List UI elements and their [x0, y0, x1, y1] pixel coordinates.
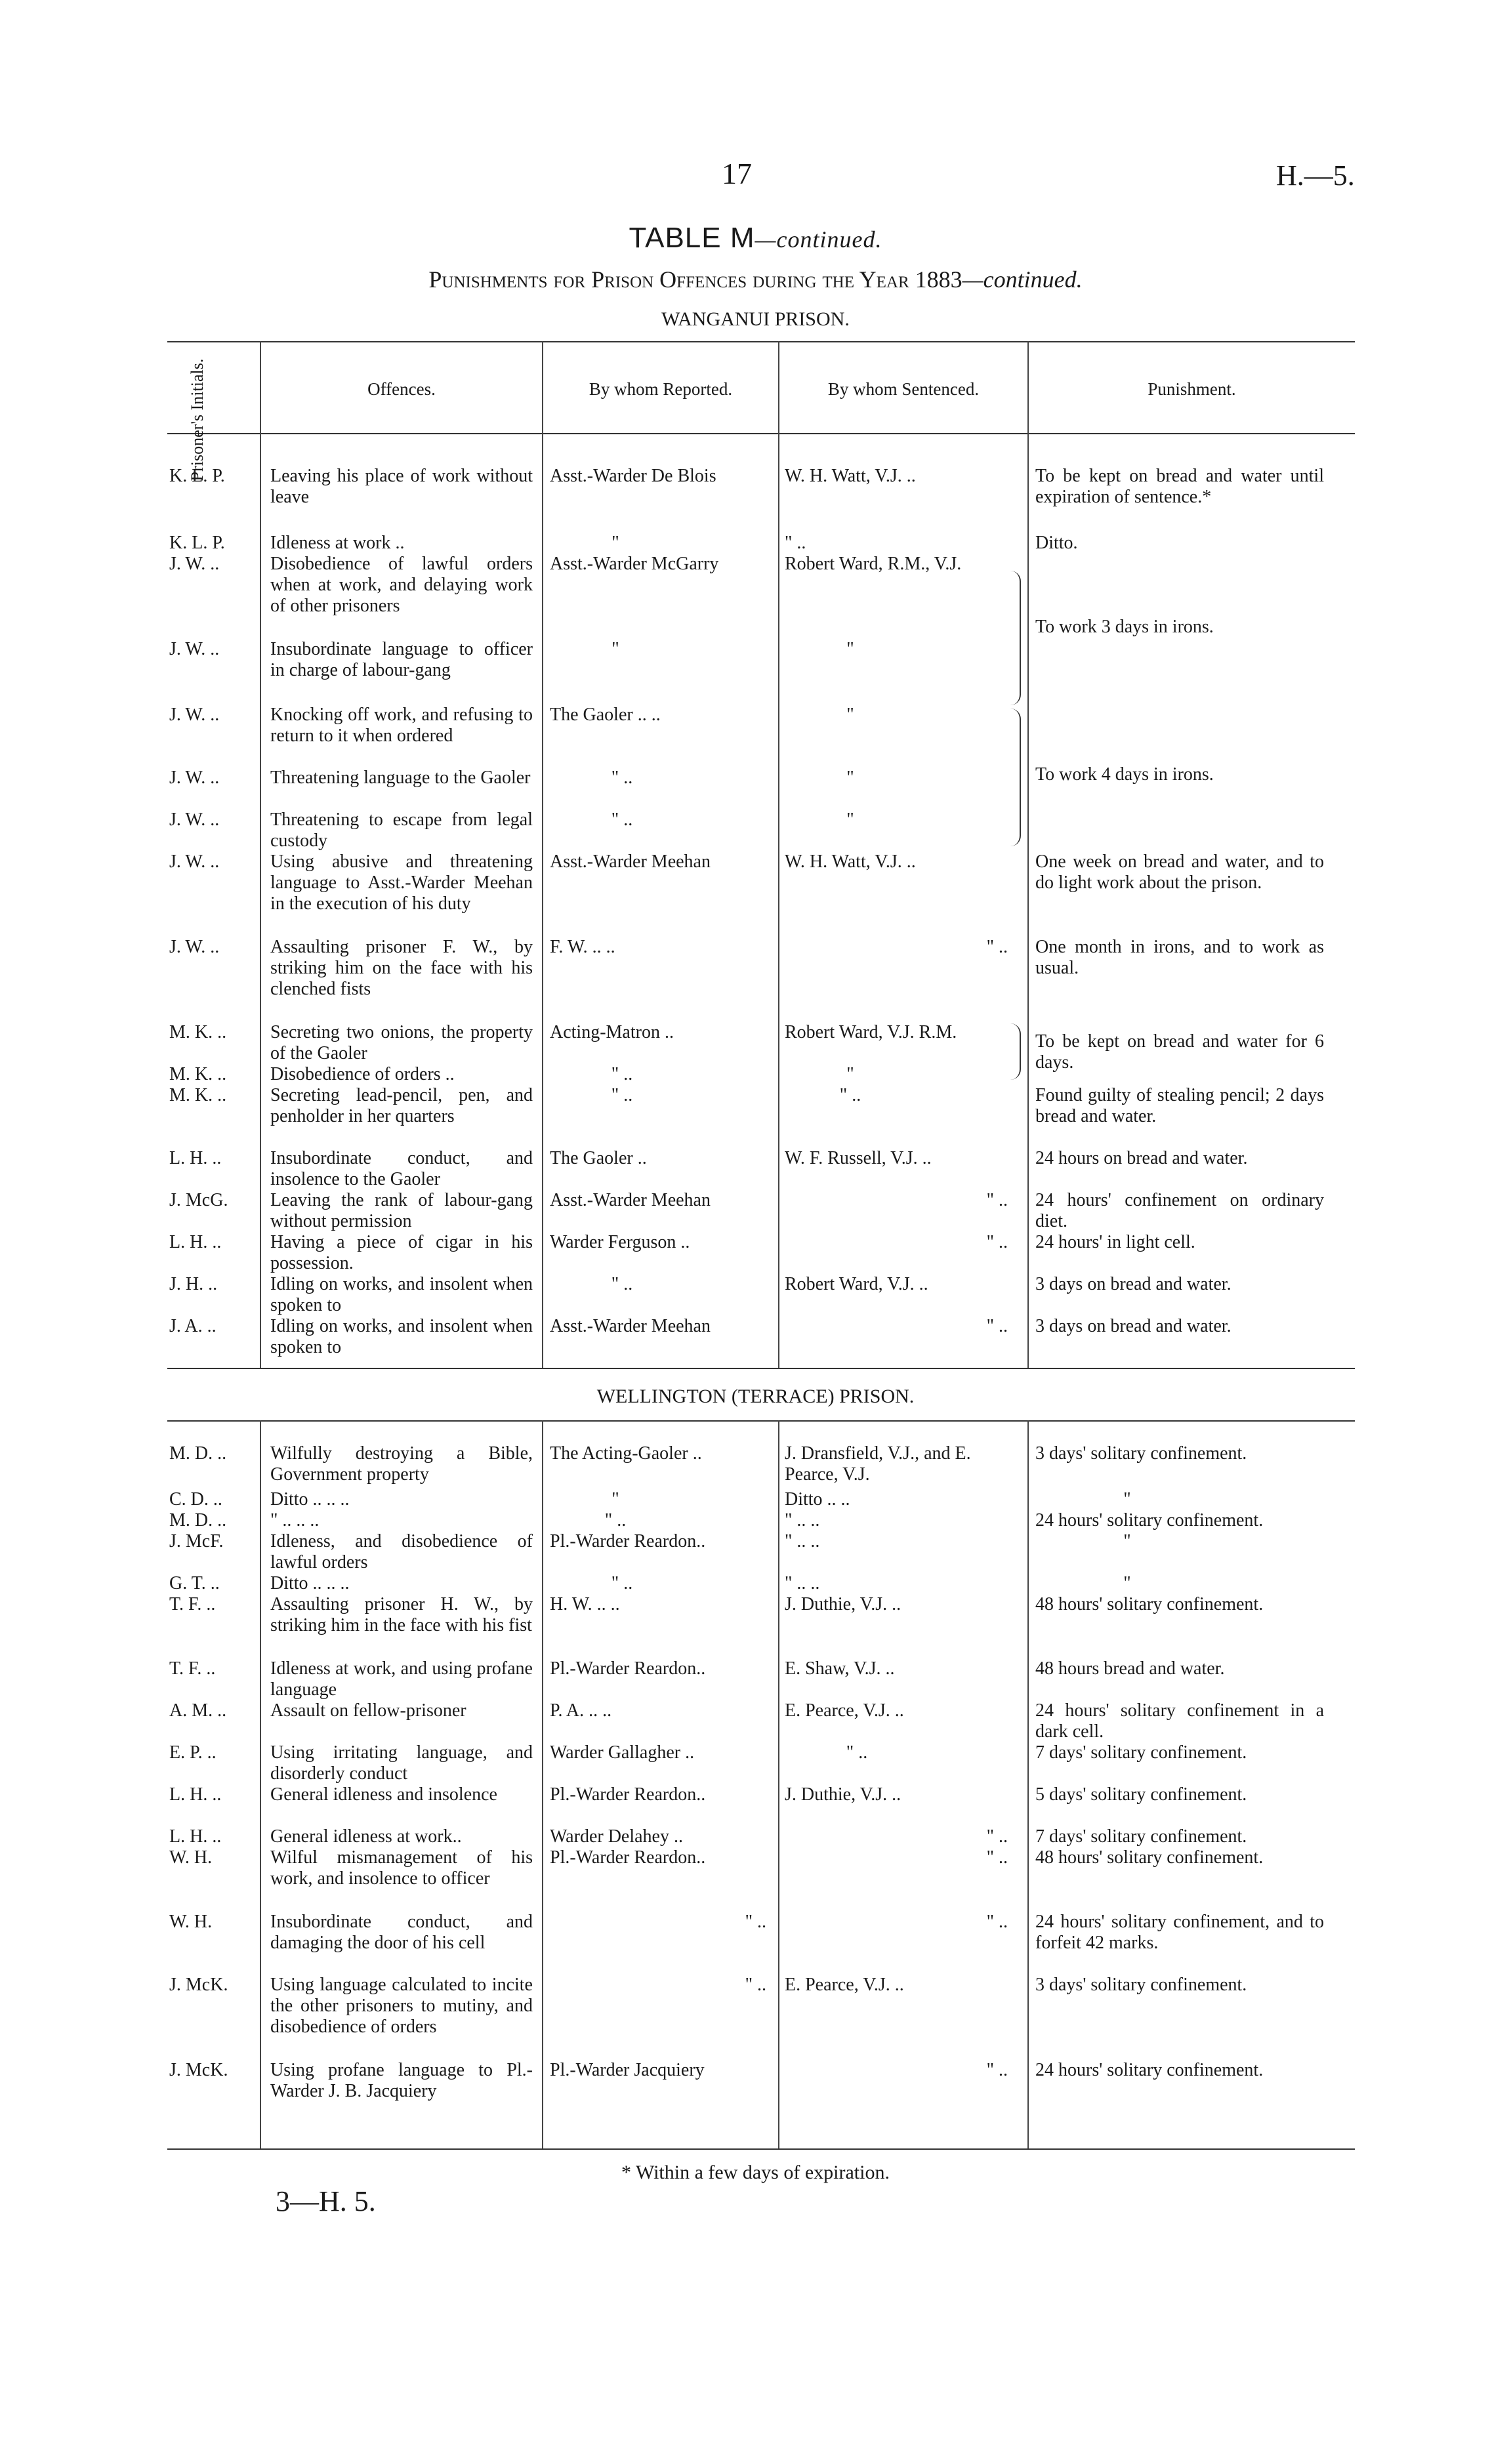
row-sentenced: ": [846, 705, 854, 725]
row-reported: H. W. .. ..: [550, 1594, 620, 1614]
header-bottom-rule: [167, 433, 1355, 434]
row-initials: L. H. ..: [169, 1232, 222, 1252]
row-offence: Knocking off work, and refusing to return to it when ordered: [270, 705, 533, 746]
row-initials: M. D. ..: [169, 1443, 227, 1464]
row-sentenced: " ..: [986, 1826, 1008, 1847]
row-initials: W. H.: [169, 1847, 213, 1868]
column-divider: [1027, 341, 1029, 1368]
row-punishment: To be kept on bread and water until expiration of sentence.*: [1035, 466, 1324, 507]
row-initials: M. D. ..: [169, 1510, 227, 1530]
row-sentenced: " .. ..: [785, 1531, 820, 1551]
row-offence: General idleness and insolence: [270, 1784, 497, 1805]
row-reported: " ..: [745, 1975, 766, 1995]
row-offence: Secreting two onions, the property of the Gaoler: [270, 1022, 533, 1063]
row-reported: Asst.-Warder Meehan: [550, 1190, 711, 1210]
row-reported: Acting-Matron ..: [550, 1022, 674, 1042]
row-punishment: 3 days' solitary confinement.: [1035, 1443, 1247, 1464]
row-offence: Ditto .. .. ..: [270, 1573, 350, 1593]
row-initials: J. H. ..: [169, 1274, 218, 1294]
row-initials: J. W. ..: [169, 852, 220, 872]
row-offence: " .. .. ..: [270, 1510, 320, 1530]
row-sentenced: E. Shaw, V.J. ..: [785, 1658, 895, 1679]
row-punishment: 24 hours' solitary confinement.: [1035, 2060, 1264, 2080]
row-initials: J. McK.: [169, 1975, 228, 1995]
table-title-suffix: —continued.: [755, 226, 882, 253]
row-punishment: Ditto.: [1035, 533, 1078, 553]
row-reported: " ..: [611, 1573, 633, 1593]
row-reported: " ..: [611, 1274, 633, 1294]
row-reported: ": [611, 1489, 619, 1509]
row-punishment: 3 days on bread and water.: [1035, 1274, 1232, 1294]
row-sentenced: ": [846, 1064, 854, 1084]
row-sentenced: W. F. Russell, V.J. ..: [785, 1148, 932, 1168]
row-sentenced: Robert Ward, V.J. R.M.: [785, 1022, 957, 1042]
table-title: [0, 222, 1511, 255]
row-initials: M. K. ..: [169, 1085, 227, 1105]
row-offence: Having a piece of cigar in his possession.: [270, 1232, 533, 1273]
row-initials: C. D. ..: [169, 1489, 222, 1509]
row-initials: J. W. ..: [169, 705, 220, 725]
row-initials: M. K. ..: [169, 1064, 227, 1084]
row-sentenced: " ..: [986, 1190, 1008, 1210]
row-reported: " ..: [745, 1912, 766, 1932]
header-prisoners-initials: Prisoner's Initials.: [188, 358, 207, 482]
row-reported: Pl.-Warder Reardon..: [550, 1658, 706, 1679]
column-divider: [778, 341, 779, 1368]
row-sentenced: ": [846, 768, 854, 788]
row-punishment: One month in irons, and to work as usual.: [1035, 937, 1324, 978]
row-initials: J. McK.: [169, 2060, 228, 2080]
row-initials: T. F. ..: [169, 1658, 216, 1679]
row-reported: F. W. .. ..: [550, 937, 615, 957]
row-punishment: To work 4 days in irons.: [1035, 764, 1214, 785]
row-offence: Ditto .. .. ..: [270, 1489, 350, 1509]
row-offence: Wilfully destroying a Bible, Government property: [270, 1443, 533, 1485]
row-sentenced: " .. ..: [785, 1573, 820, 1593]
row-offence: Insubordinate conduct, and damaging the door of his cell: [270, 1912, 533, 1953]
brace: [1010, 571, 1021, 705]
row-sentenced: " ..: [986, 1232, 1008, 1252]
row-initials: J. A. ..: [169, 1316, 217, 1336]
row-offence: Using irritating language, and disorderly conduct: [270, 1742, 533, 1784]
column-divider: [778, 1420, 779, 2148]
row-offence: Secreting lead-pencil, pen, and penholder in her quarters: [270, 1085, 533, 1126]
row-sentenced: " ..: [846, 1742, 868, 1763]
document-reference: H.—5.: [1276, 159, 1355, 192]
row-reported: " ..: [611, 768, 633, 788]
row-sentenced: J. Dransfield, V.J., and E. Pearce, V.J.: [785, 1443, 971, 1485]
row-sentenced: E. Pearce, V.J. ..: [785, 1700, 904, 1721]
brace: [1010, 708, 1021, 846]
row-initials: G. T. ..: [169, 1573, 220, 1593]
row-offence: General idleness at work..: [270, 1826, 462, 1847]
row-sentenced: Robert Ward, R.M., V.J.: [785, 554, 962, 574]
row-punishment: 48 hours' solitary confinement.: [1035, 1594, 1264, 1614]
row-offence: Disobedience of orders ..: [270, 1064, 455, 1084]
row-offence: Leaving the rank of labour-gang without permission: [270, 1190, 533, 1231]
row-punishment: To be kept on bread and water for 6 days.: [1035, 1031, 1324, 1073]
row-initials: J. McG.: [169, 1190, 228, 1210]
table-subtitle: [0, 266, 1511, 293]
row-punishment: ": [1123, 1489, 1131, 1509]
row-reported: Warder Delahey ..: [550, 1826, 683, 1847]
row-initials: L. H. ..: [169, 1148, 222, 1168]
row-punishment: One week on bread and water, and to do light work about the prison.: [1035, 852, 1324, 893]
row-punishment: 24 hours' in light cell.: [1035, 1232, 1195, 1252]
row-reported: ": [611, 639, 619, 659]
row-offence: Idleness at work ..: [270, 533, 405, 553]
row-punishment: 7 days' solitary confinement.: [1035, 1826, 1247, 1847]
row-punishment: 24 hours' solitary confinement, and to forfeit 42 marks.: [1035, 1912, 1324, 1953]
row-punishment: 48 hours' solitary confinement.: [1035, 1847, 1264, 1868]
row-offence: Using abusive and threatening language to Asst.-Warder Meehan in the execution of his duty: [270, 852, 533, 914]
row-reported: " ..: [611, 1085, 633, 1105]
row-punishment: ": [1123, 1573, 1131, 1593]
row-initials: J. McF.: [169, 1531, 224, 1551]
row-initials: L. H. ..: [169, 1826, 222, 1847]
row-offence: Idling on works, and insolent when spoken to: [270, 1316, 533, 1357]
row-offence: Threatening to escape from legal custody: [270, 810, 533, 851]
row-sentenced: J. Duthie, V.J. ..: [785, 1784, 901, 1805]
row-sentenced: W. H. Watt, V.J. ..: [785, 852, 916, 872]
row-sentenced: Robert Ward, V.J. ..: [785, 1274, 928, 1294]
row-reported: Asst.-Warder Meehan: [550, 852, 711, 872]
table-top-rule: [167, 341, 1355, 342]
row-reported: Asst.-Warder Meehan: [550, 1316, 711, 1336]
row-initials: E. P. ..: [169, 1742, 217, 1763]
subtitle-suffix: —continued.: [962, 266, 1083, 293]
row-initials: A. M. ..: [169, 1700, 227, 1721]
row-initials: J. W. ..: [169, 639, 220, 659]
row-reported: Pl.-Warder Jacquiery: [550, 2060, 705, 2080]
row-offence: Assault on fellow-prisoner: [270, 1700, 466, 1721]
header-reported: By whom Reported.: [589, 379, 733, 399]
subtitle-main: Punishments for Prison Offences during the Year 1883: [428, 266, 962, 293]
row-initials: M. K. ..: [169, 1022, 227, 1042]
row-reported: P. A. .. ..: [550, 1700, 612, 1721]
row-initials: K. L. P.: [169, 533, 225, 553]
row-initials: J. W. ..: [169, 554, 220, 574]
row-punishment: To work 3 days in irons.: [1035, 617, 1214, 637]
row-offence: Threatening language to the Gaoler: [270, 768, 531, 788]
header-punishment: Punishment.: [1148, 379, 1236, 399]
row-initials: J. W. ..: [169, 768, 220, 788]
row-reported: The Gaoler .. ..: [550, 705, 661, 725]
row-punishment: 3 days on bread and water.: [1035, 1316, 1232, 1336]
row-initials: L. H. ..: [169, 1784, 222, 1805]
row-punishment: 24 hours' solitary confinement.: [1035, 1510, 1264, 1530]
column-divider: [542, 1420, 543, 2148]
row-punishment: 48 hours bread and water.: [1035, 1658, 1225, 1679]
row-sentenced: " ..: [986, 937, 1008, 957]
row-initials: T. F. ..: [169, 1594, 216, 1614]
row-punishment: 24 hours' solitary confinement in a dark cell.: [1035, 1700, 1324, 1742]
row-offence: Assaulting prisoner H. W., by striking him in the face with his fist: [270, 1594, 533, 1635]
header-offences: Offences.: [367, 379, 436, 399]
row-reported: The Gaoler ..: [550, 1148, 647, 1168]
page-number: 17: [722, 157, 752, 190]
row-offence: Assaulting prisoner F. W., by striking him on the face with his clenched fists: [270, 937, 533, 999]
row-offence: Wilful mismanagement of his work, and insolence to officer: [270, 1847, 533, 1889]
row-sentenced: ": [846, 810, 854, 830]
table-bottom-rule: [167, 2148, 1355, 2150]
row-reported: " ..: [611, 1064, 633, 1084]
header-sentenced: By whom Sentenced.: [827, 379, 980, 399]
row-offence: Insubordinate language to officer in charge of labour-gang: [270, 639, 533, 680]
section-title-wellington: WELLINGTON (TERRACE) PRISON.: [596, 1386, 915, 1407]
row-reported: Warder Gallagher ..: [550, 1742, 695, 1763]
row-punishment: 5 days' solitary confinement.: [1035, 1784, 1247, 1805]
row-reported: ": [611, 533, 619, 553]
row-sentenced: " ..: [986, 2060, 1008, 2080]
row-offence: Idleness at work, and using profane language: [270, 1658, 533, 1700]
row-sentenced: Ditto .. ..: [785, 1489, 850, 1509]
row-sentenced: W. H. Watt, V.J. ..: [785, 466, 916, 486]
row-initials: K. L. P.: [169, 466, 225, 486]
row-sentenced: " ..: [785, 533, 806, 553]
row-offence: Using language calculated to incite the other prisoners to mutiny, and disobedience of orders: [270, 1975, 533, 2037]
row-sentenced: " ..: [986, 1316, 1008, 1336]
row-reported: The Acting-Gaoler ..: [550, 1443, 702, 1464]
row-sentenced: E. Pearce, V.J. ..: [785, 1975, 904, 1995]
row-offence: Idling on works, and insolent when spoken to: [270, 1274, 533, 1315]
row-punishment: ": [1123, 1531, 1131, 1551]
row-offence: Using profane language to Pl.-Warder J. B. Jacquiery: [270, 2060, 533, 2101]
footnote: * Within a few days of expiration.: [621, 2162, 890, 2183]
row-punishment: Found guilty of stealing pencil; 2 days bread and water.: [1035, 1085, 1324, 1126]
row-sentenced: " ..: [986, 1912, 1008, 1932]
row-punishment: 7 days' solitary confinement.: [1035, 1742, 1247, 1763]
row-offence: Disobedience of lawful orders when at work, and delaying work of other prisoners: [270, 554, 533, 616]
row-offence: Insubordinate conduct, and insolence to the Gaoler: [270, 1148, 533, 1189]
row-punishment: 24 hours' confinement on ordinary diet.: [1035, 1190, 1324, 1231]
row-sentenced: " ..: [986, 1847, 1008, 1868]
row-sentenced: " ..: [839, 1085, 861, 1105]
row-reported: " ..: [611, 810, 633, 830]
row-reported: Pl.-Warder Reardon..: [550, 1847, 706, 1868]
row-reported: " ..: [604, 1510, 627, 1530]
row-punishment: 24 hours on bread and water.: [1035, 1148, 1248, 1168]
section-rule: [167, 1368, 1355, 1369]
row-sentenced: " .. ..: [785, 1510, 820, 1530]
table-title-main: TABLE M: [629, 222, 755, 254]
column-divider: [542, 341, 543, 1368]
section-rule-2: [167, 1420, 1355, 1422]
row-reported: Pl.-Warder Reardon..: [550, 1784, 706, 1805]
column-divider: [1027, 1420, 1029, 2148]
row-offence: Idleness, and disobedience of lawful orders: [270, 1531, 533, 1572]
row-offence: Leaving his place of work without leave: [270, 466, 533, 507]
brace: [1010, 1023, 1021, 1080]
page-signature: 3—H. 5.: [276, 2185, 376, 2217]
row-sentenced: J. Duthie, V.J. ..: [785, 1594, 901, 1614]
row-punishment: 3 days' solitary confinement.: [1035, 1975, 1247, 1995]
row-reported: Asst.-Warder McGarry: [550, 554, 719, 574]
row-reported: Asst.-Warder De Blois: [550, 466, 716, 486]
section-title-wanganui: WANGANUI PRISON.: [661, 308, 850, 330]
row-reported: Warder Ferguson ..: [550, 1232, 690, 1252]
row-initials: J. W. ..: [169, 810, 220, 830]
row-initials: W. H.: [169, 1912, 213, 1932]
row-reported: Pl.-Warder Reardon..: [550, 1531, 706, 1551]
row-initials: J. W. ..: [169, 937, 220, 957]
row-sentenced: ": [846, 639, 854, 659]
